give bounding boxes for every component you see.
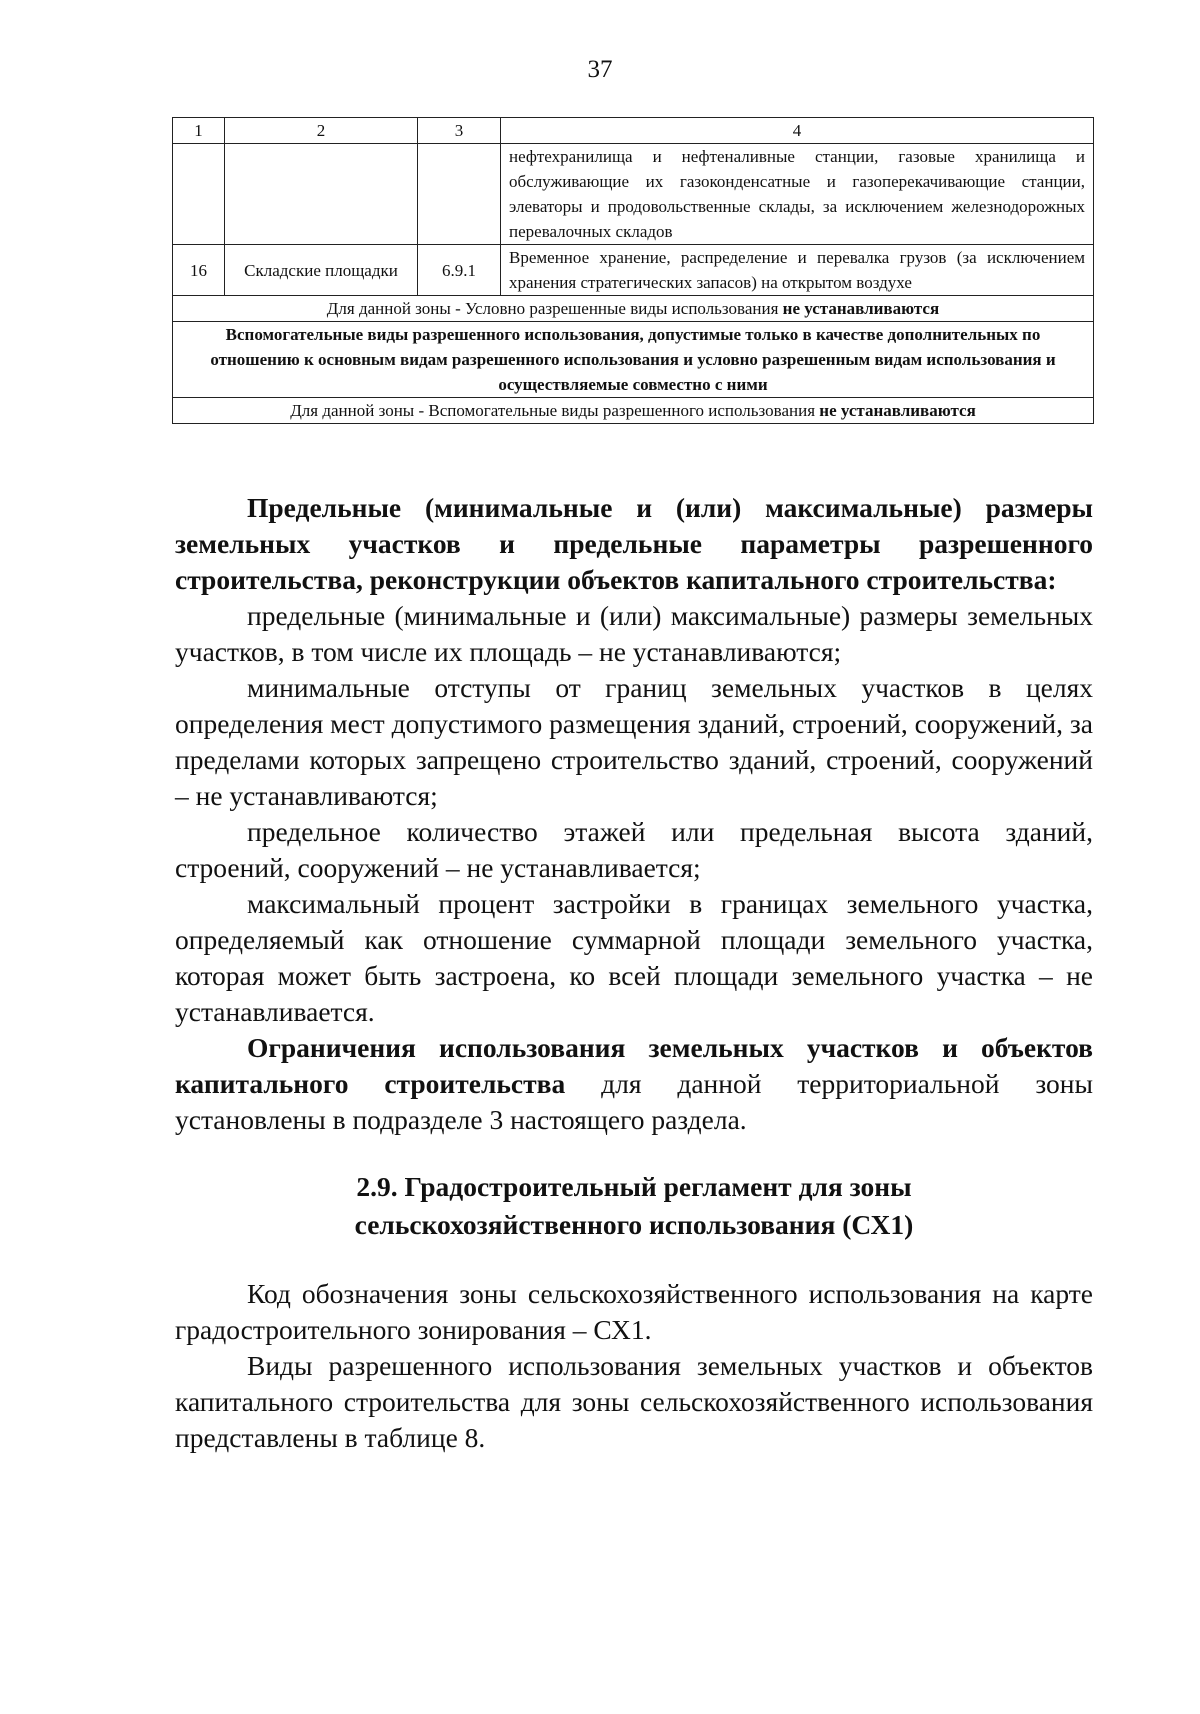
table-header-row bbox=[173, 118, 1094, 144]
limit-item: максимальный процент застройки в границах земельного участка, определяемый как отношение суммарной площади земельного участка, которая может быть застроена, ко всей площади земельного участка – не устанавливается. bbox=[175, 888, 1093, 1027]
auxiliary-note-prefix: Для данной зоны - Вспомогательные виды разрешенного использования bbox=[290, 401, 816, 420]
section-body bbox=[175, 1276, 1093, 1456]
section-paragraph: Код обозначения зоны сельскохозяйственного использования на карте градостроительного зонирования – СХ1. bbox=[175, 1278, 1093, 1345]
limits-section bbox=[175, 490, 1093, 1138]
use-type-name: Складские площадки bbox=[225, 245, 418, 296]
header-cell-4: 4 bbox=[501, 118, 1094, 144]
header-cell-2: 2 bbox=[225, 118, 418, 144]
restrictions-bold: Ограничения использования земельных участков и объектов капитального строительства bbox=[175, 1032, 1093, 1099]
conditional-note-suffix: не устанавливаются bbox=[782, 299, 940, 318]
restrictions-paragraph bbox=[175, 1030, 1093, 1138]
empty-cell bbox=[225, 144, 418, 245]
auxiliary-use-note bbox=[173, 398, 1094, 424]
restrictions-rest: для данной территориальной зоны установлены в подразделе 3 настоящего раздела. bbox=[175, 1068, 1093, 1135]
header-cell-1: 1 bbox=[173, 118, 225, 144]
table-row bbox=[173, 144, 1094, 245]
empty-cell bbox=[418, 144, 501, 245]
conditional-use-note bbox=[173, 296, 1094, 322]
use-type-description: Временное хранение, распределение и перевалка грузов (за исключением хранения стратегических запасов) на открытом воздухе bbox=[501, 245, 1094, 296]
permitted-use-table bbox=[172, 117, 1094, 424]
page-number: 37 bbox=[587, 56, 613, 83]
auxiliary-note-row bbox=[173, 398, 1094, 424]
limit-item: предельное количество этажей или предельная высота зданий, строений, сооружений – не устанавливается; bbox=[175, 816, 1093, 883]
conditional-note-prefix: Для данной зоны - Условно разрешенные виды использования bbox=[326, 299, 779, 318]
limits-heading: Предельные (минимальные и (или) максимальные) размеры земельных участков и предельные параметры разрешенного строительства, реконструкции объектов капитального строительства: bbox=[175, 492, 1093, 595]
row-number: 16 bbox=[173, 245, 225, 296]
section-title-line1: 2.9. Градостроительный регламент для зоны bbox=[356, 1171, 912, 1202]
section-paragraph: Виды разрешенного использования земельных участков и объектов капитального строительства для зоны сельскохозяйственного использования представлены в таблице 8. bbox=[175, 1350, 1093, 1453]
section-title-line2: сельскохозяйственного использования (СХ1) bbox=[354, 1209, 914, 1240]
empty-cell bbox=[173, 144, 225, 245]
auxiliary-heading-row bbox=[173, 322, 1094, 398]
auxiliary-note-suffix: не устанавливаются bbox=[819, 401, 976, 420]
header-cell-3: 3 bbox=[418, 118, 501, 144]
conditional-use-note-row bbox=[173, 296, 1094, 322]
continuation-description: нефтехранилища и нефтеналивные станции, газовые хранилища и обслуживающие их газоконденсатные и газоперекачивающие станции, элеваторы и продовольственные склады, за исключением железнодорожных перевалочных складов bbox=[501, 144, 1094, 245]
auxiliary-use-heading: Вспомогательные виды разрешенного использования, допустимые только в качестве дополнительных по отношению к основным видам разрешенного использования и условно разрешенным видам использования и осуществляемые совместно с ними bbox=[173, 322, 1094, 398]
limit-item: предельные (минимальные и (или) максимальные) размеры земельных участков, в том числе их площадь – не устанавливаются; bbox=[175, 600, 1093, 667]
table-row bbox=[173, 245, 1094, 296]
section-title bbox=[175, 1168, 1093, 1244]
use-type-code: 6.9.1 bbox=[418, 245, 501, 296]
limit-item: минимальные отступы от границ земельных участков в целях определения мест допустимого размещения зданий, строений, сооружений, за пределами которых запрещено строительство зданий, строений, сооружений – не устанавливаются; bbox=[175, 672, 1093, 811]
